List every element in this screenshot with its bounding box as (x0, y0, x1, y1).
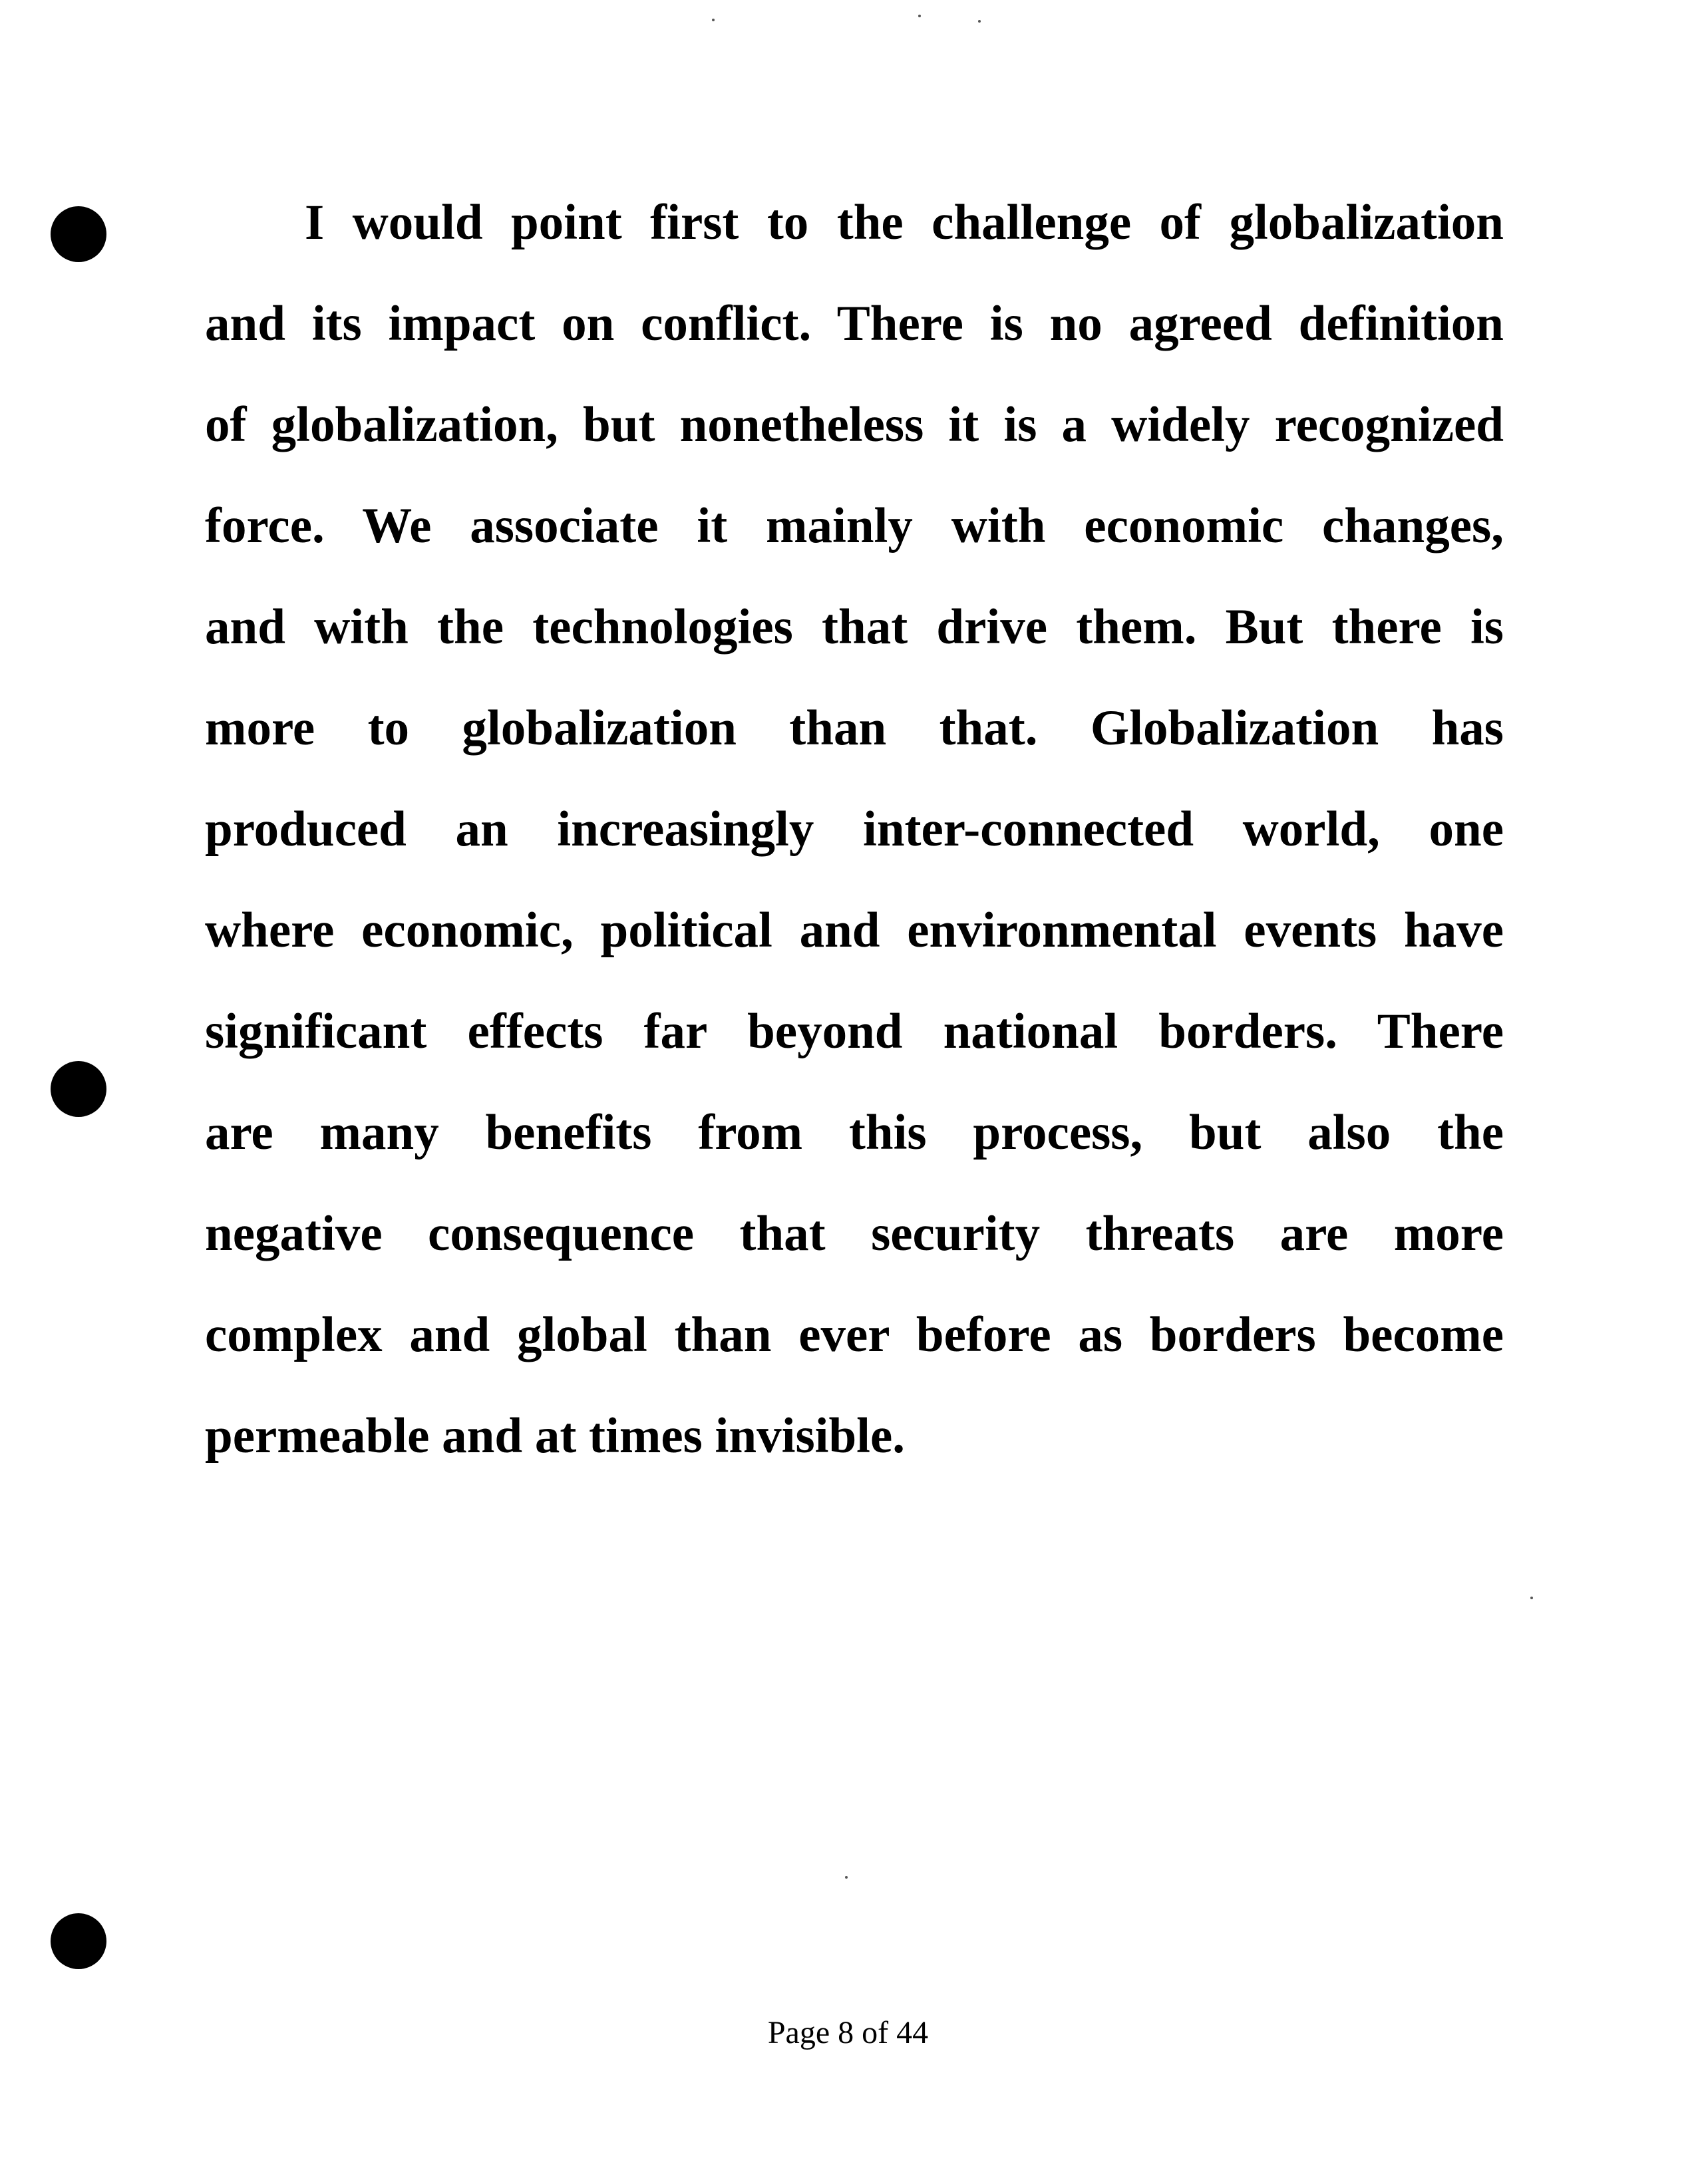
scan-speck (845, 1876, 848, 1879)
scan-speck (918, 15, 921, 17)
paragraph-line: where economic, political and environmental events have (205, 903, 1504, 958)
punch-hole-middle (51, 1061, 106, 1117)
paragraph-line: I would point first to the challenge of globalization (305, 195, 1504, 250)
paragraph-line: are many benefits from this process, but also the (205, 1105, 1504, 1160)
scan-speck (978, 20, 981, 23)
paragraph-line: produced an increasingly inter-connected world, one (205, 802, 1504, 857)
punch-hole-top (51, 206, 106, 262)
punch-hole-bottom (51, 1913, 106, 1969)
paragraph-line: more to globalization than that. Globalization has (205, 701, 1504, 756)
page-number: Page 8 of 44 (767, 2015, 929, 2050)
paragraph-line: significant effects far beyond national borders. There (205, 1004, 1504, 1059)
paragraph-line: permeable and at times invisible. (205, 1408, 906, 1464)
scan-speck (1530, 1597, 1533, 1599)
paragraph-line: and its impact on conflict. There is no agreed definition (205, 296, 1504, 351)
scan-speck (712, 19, 715, 21)
paragraph-line: complex and global than ever before as borders become (205, 1307, 1504, 1362)
paragraph-line: force. We associate it mainly with economic changes, (205, 498, 1504, 553)
paragraph-line: of globalization, but nonetheless it is a widely recognized (205, 397, 1504, 452)
paragraph-line: negative consequence that security threats are more (205, 1206, 1504, 1261)
paragraph-line: and with the technologies that drive them. But there is (205, 599, 1504, 655)
